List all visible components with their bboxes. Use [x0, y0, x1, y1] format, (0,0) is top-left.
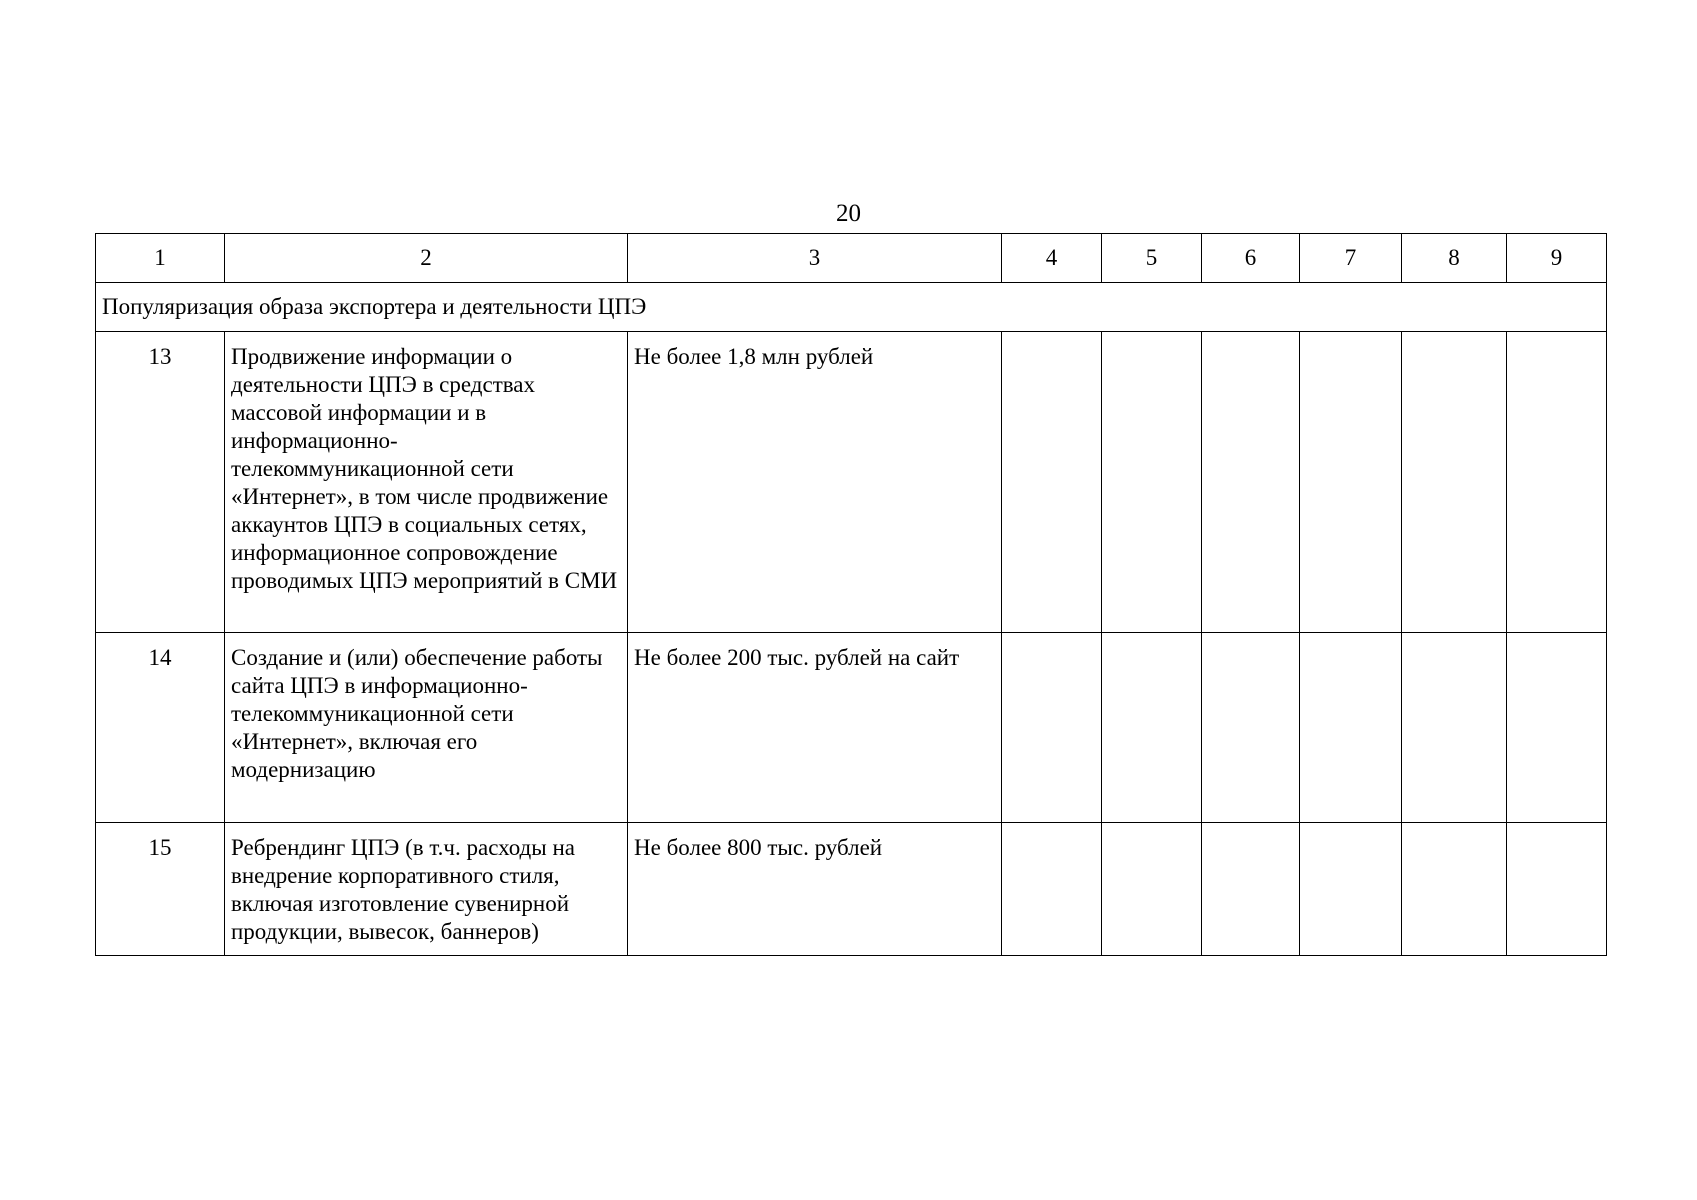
empty-cell	[1202, 633, 1300, 823]
page-number: 20	[836, 200, 861, 227]
empty-cell	[1002, 823, 1102, 956]
column-header-2: 2	[225, 234, 628, 283]
empty-cell	[1300, 823, 1402, 956]
row-limit: Не более 1,8 млн рублей	[628, 332, 1002, 633]
empty-cell	[1202, 332, 1300, 633]
empty-cell	[1402, 332, 1507, 633]
row-description: Продвижение информации о деятельности ЦПЭ в средствах массовой информации и в информационно-телекоммуникационной сети «Интернет», в том числе продвижение аккаунтов ЦПЭ в социальных сетях, информационное сопровождение проводимых ЦПЭ мероприятий в СМИ	[225, 332, 628, 633]
row-number: 15	[96, 823, 225, 956]
column-number-row	[96, 234, 1607, 283]
empty-cell	[1102, 823, 1202, 956]
column-header-3: 3	[628, 234, 1002, 283]
row-limit: Не более 200 тыс. рублей на сайт	[628, 633, 1002, 823]
empty-cell	[1507, 332, 1607, 633]
column-header-6: 6	[1202, 234, 1300, 283]
empty-cell	[1300, 332, 1402, 633]
column-header-7: 7	[1300, 234, 1402, 283]
empty-cell	[1002, 633, 1102, 823]
row-description: Ребрендинг ЦПЭ (в т.ч. расходы на внедрение корпоративного стиля, включая изготовление сувенирной продукции, вывесок, баннеров)	[225, 823, 628, 956]
column-header-5: 5	[1102, 234, 1202, 283]
expense-table	[95, 233, 1607, 956]
section-row	[96, 283, 1607, 332]
table-row	[96, 633, 1607, 823]
row-number: 14	[96, 633, 225, 823]
empty-cell	[1102, 633, 1202, 823]
column-header-8: 8	[1402, 234, 1507, 283]
empty-cell	[1507, 633, 1607, 823]
row-number: 13	[96, 332, 225, 633]
empty-cell	[1102, 332, 1202, 633]
empty-cell	[1507, 823, 1607, 956]
section-title: Популяризация образа экспортера и деятельности ЦПЭ	[96, 283, 1607, 332]
table-row	[96, 332, 1607, 633]
column-header-4: 4	[1002, 234, 1102, 283]
row-description: Создание и (или) обеспечение работы сайта ЦПЭ в информационно-телекоммуникационной сети «Интернет», включая его модернизацию	[225, 633, 628, 823]
empty-cell	[1402, 633, 1507, 823]
column-header-9: 9	[1507, 234, 1607, 283]
column-header-1: 1	[96, 234, 225, 283]
empty-cell	[1202, 823, 1300, 956]
empty-cell	[1402, 823, 1507, 956]
table-row	[96, 823, 1607, 956]
row-limit: Не более 800 тыс. рублей	[628, 823, 1002, 956]
empty-cell	[1300, 633, 1402, 823]
empty-cell	[1002, 332, 1102, 633]
